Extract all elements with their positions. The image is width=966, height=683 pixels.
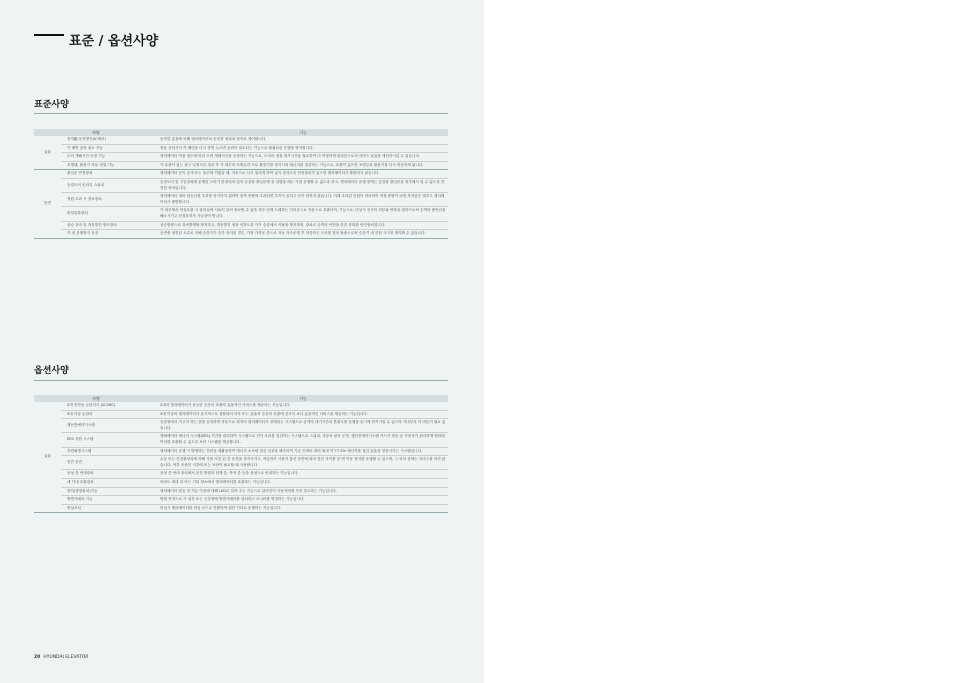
table-row	[34, 487, 448, 496]
spec-desc: 엘레베이터 에너지 시스템(EES) 기기를 관리하여 시스템으로 전기 모터를 점검하는 시스템으로 스위치, 자동차 판독 운영, 행선층예약시스템 카드키 연동 등 사용자가 편리하게 엘리베이터를 호출할 수 있도록 보안 시스템을 제공합니다.	[158, 433, 448, 447]
spec-desc: 장동 응력시키 카 배면을 다시 중면 누르면 응력이 취소되는 기능으로 불필요한 운행을 방지합니다.	[158, 144, 448, 153]
table-row	[34, 161, 448, 170]
spec-item: 전자動 운전방식(IC제어)	[61, 136, 158, 144]
option-spec-table	[34, 395, 448, 513]
table-row	[34, 153, 448, 162]
table-row	[34, 419, 448, 433]
table-row	[34, 447, 448, 456]
spec-item: 음성 층 안내장치	[61, 470, 158, 479]
spec-item: 카 배면 응력 취소 기능	[61, 144, 158, 153]
spec-desc: 비상시 엘리베이터를 비상 모드로 전환하여 최단 거리로 운행하는 기능입니다.	[158, 504, 448, 513]
category-cell: 효율	[34, 136, 61, 170]
spec-desc: 엘리베이터 운행 시 발생하는 전력을 재활용하여 에너지 소모량 절감 일상을 배속하여 기존 인버터 대비 최대 약 77.5% 에너지를 절감 효율을 향상시키는 시스템입니다.	[158, 447, 448, 456]
spec-item: 조명팬, 환풍기 자동 점멸 기능	[61, 161, 158, 170]
spec-item: 전력회생시스템	[61, 447, 158, 456]
header-function: 기능	[158, 395, 448, 402]
option-section-title: 옵션사양	[34, 366, 69, 376]
table-row	[34, 230, 448, 239]
spec-desc: 엘리베이터 이용 정도에 따라 도어 개폐시간을 조정하는 기능으로, 도어의 정점 대기시간을 철로하여 더 적정하게 편리한으로서 서비스 효율을 개선하시킬 수 있습니다.	[158, 153, 448, 162]
header-spec: 사양	[34, 129, 158, 136]
table-row	[34, 410, 448, 419]
table-row	[34, 504, 448, 513]
spec-desc: 상승방향으로 과속발생할 방지하고, 개문발진 정을 인하도록 카가 승강에서 이탈을 방지하며, 장치로 승객의 안전을 한층 강화한 안전장치입니다.	[158, 221, 448, 230]
spec-desc: 엘리베이터 문이 승객 또는 물건에 끼였을 때, 자동으로 다시 열리게 하여 있지 못하도록 안전장치가 있으면 엘리베이터가 출발하지 않습니다.	[158, 170, 448, 179]
spec-desc: 엘리베이터 탑승 전 기능 이상에 대해 LED로 알려 주는 기능으로 관리인이 사용자에게 사전 경고하는 기능입니다.	[158, 487, 448, 496]
spec-desc: 엘리베이터 내의 탑승인원 초과를 자기하기 위하여 정격 중량에 초과되면 부저가 울리고 문이 닫히지 않습니다. 이때 초과된 인원이 하차하여 적정 중량이 되면 부저음은 멈추고 엘리베이터가 출발합니다.	[158, 193, 448, 207]
brand-name: HYUNDAI ELEVATOR	[43, 655, 89, 660]
table-row	[34, 456, 448, 470]
spec-item: 층간 운전	[61, 456, 158, 470]
spec-item: 양다(발광장치)기능	[61, 487, 158, 496]
standard-section-title: 표준사양	[34, 100, 69, 110]
page-title: 표준 / 옵션사양	[69, 34, 159, 49]
spec-item: 새 이내 호출장치	[61, 478, 158, 487]
spec-item: 정원 초과 시 경보장치	[61, 193, 158, 207]
table-row	[34, 478, 448, 487]
spec-desc: 운전중 정전된 오류로 인해 승강기가 층간 정지된 경우, 가장 가까운 층으로 자동 저속운행 후 착층하고 도어를 열어 탈출으로써 승강기 내 갇힘 사고를 방지할 수 있습니다.	[158, 230, 448, 239]
spec-desc: 수동 또는 층검출장치에 의해 카를 사전 된 층 운전을 정지시키고, 작업자가 사용자 통신 문안에 따라 층간 사이를 한 번 이동 정지를 운행할 수 있으며, 그 외의 층에는 서비스를 하지 않습니다. 야간 조용한 시간에 또는 보안이 필요할 때 사용합니다.	[158, 456, 448, 470]
page-number: 20	[34, 655, 41, 660]
table-row	[34, 207, 448, 221]
table-header-row	[34, 129, 448, 136]
table-header-row	[34, 395, 448, 402]
spec-item: 2대 전자동 군관리식 (2C2BC)	[61, 402, 158, 410]
table-row	[34, 144, 448, 153]
spec-desc: 승강도어 및 구동장치에 문제된 도어가 안정되어 열지 승강장 출입문에 잘 얼렸을 때는 카를 운행할 수 없도록 하고, 엘리베이터 운행 중에는 승강장 출입문을 외부에서 열 수 없도록 안전한 장치입니다.	[158, 178, 448, 192]
table-row	[34, 402, 448, 410]
spec-item: 도어 개폐시간 조정 기능	[61, 153, 158, 162]
spec-desc: 2대의 엘리베이터가 동등한 승강의 호출에 효율적인 서비스를 제공하는 기능입니다.	[158, 402, 448, 410]
spec-item: 승강도어 인터록 스위치	[61, 178, 158, 192]
standard-spec-table	[34, 129, 448, 239]
spec-item: 비상통화장치	[61, 207, 158, 221]
table-row	[34, 178, 448, 192]
spec-item: EES 지원 시스템	[61, 433, 158, 447]
table-row	[34, 433, 448, 447]
spec-item: 행선층예약시스템	[61, 419, 158, 433]
blank-facing-page	[484, 0, 966, 683]
spec-desc: 승강장에서 가고자 하는 층을 등록하면 자동으로 최적의 엘리베이터가 선택되는 시스템으로 승객의 대기시간과 혼잡도를 운행을 동시에 만족시킬 수 있으며 카내부의 각 버튼이 필요 없습니다.	[158, 419, 448, 433]
table-row	[34, 470, 448, 479]
header-function: 기능	[158, 129, 448, 136]
table-row	[34, 170, 448, 179]
spec-item: 출입문 안전장치	[61, 170, 158, 179]
table-row	[34, 136, 448, 144]
header-spec: 사양	[34, 395, 158, 402]
spec-desc: 음성 층 안내 장치에서 운전 방향과 현재 층, 목적 층 등을 음성으로 안내하는 기능입니다.	[158, 470, 448, 479]
spec-desc: 방범 목적으로 카 내부 또는 승강장에 방범카메라를 설치하고 모니터를 연결하는 기능입니다.	[158, 496, 448, 505]
spec-item: 방범카메라 기능	[61, 496, 158, 505]
spec-item: 카 내 갇힘방지 운전	[61, 230, 158, 239]
spec-item: 비상조치	[61, 504, 158, 513]
spec-desc: 아파트 세대 내 또는 기타 장소에서 엘리베이터를 호출하는 기능입니다.	[158, 478, 448, 487]
title-bar	[34, 34, 64, 36]
standard-section-rule	[34, 113, 448, 114]
spec-desc: 카 내부에서 비상호출 시 관리실에 서둘러 알려 정보할 수 있을 경우 언제 도래하는 인터폰으로 자동으로 호출하여, 기능으로, 비상시 신속히 외부와 연락을 취하므로써 승객의 불안감을 해소시키고 신경표지가 가능하여 합니다.	[158, 207, 448, 221]
spec-desc: 3대 이상의 엘리베이터가 유기적으로 결합되어 하우 또는 효율적 승강의 호출에 신속히 보다 효율적인 서비스를 제공하는 기능입니다.	[158, 410, 448, 419]
page-footer	[34, 655, 88, 660]
spec-desc: 동력한 효율에 의해 엘리베이터의 운전과 정위치 정지로 제어합니다.	[158, 136, 448, 144]
option-section-rule	[34, 380, 448, 381]
spec-item: 상승 과속 및 개문발진 방지장치	[61, 221, 158, 230]
category-cell: 안전	[34, 170, 61, 238]
spec-item: 3대 이상 군관리	[61, 410, 158, 419]
spec-desc: 카 호출이 없는 상구 일정시간 경과 후 카 내부의 조명등과 프로 환풍기를 정지시켜 에너지를 절감하는 기능으로, 호출이 있으면 조명등과 환풍기를 다시 작동하게 됩니다.	[158, 161, 448, 170]
table-row	[34, 193, 448, 207]
table-row	[34, 221, 448, 230]
table-row	[34, 496, 448, 505]
category-cell: 효율	[34, 402, 61, 513]
